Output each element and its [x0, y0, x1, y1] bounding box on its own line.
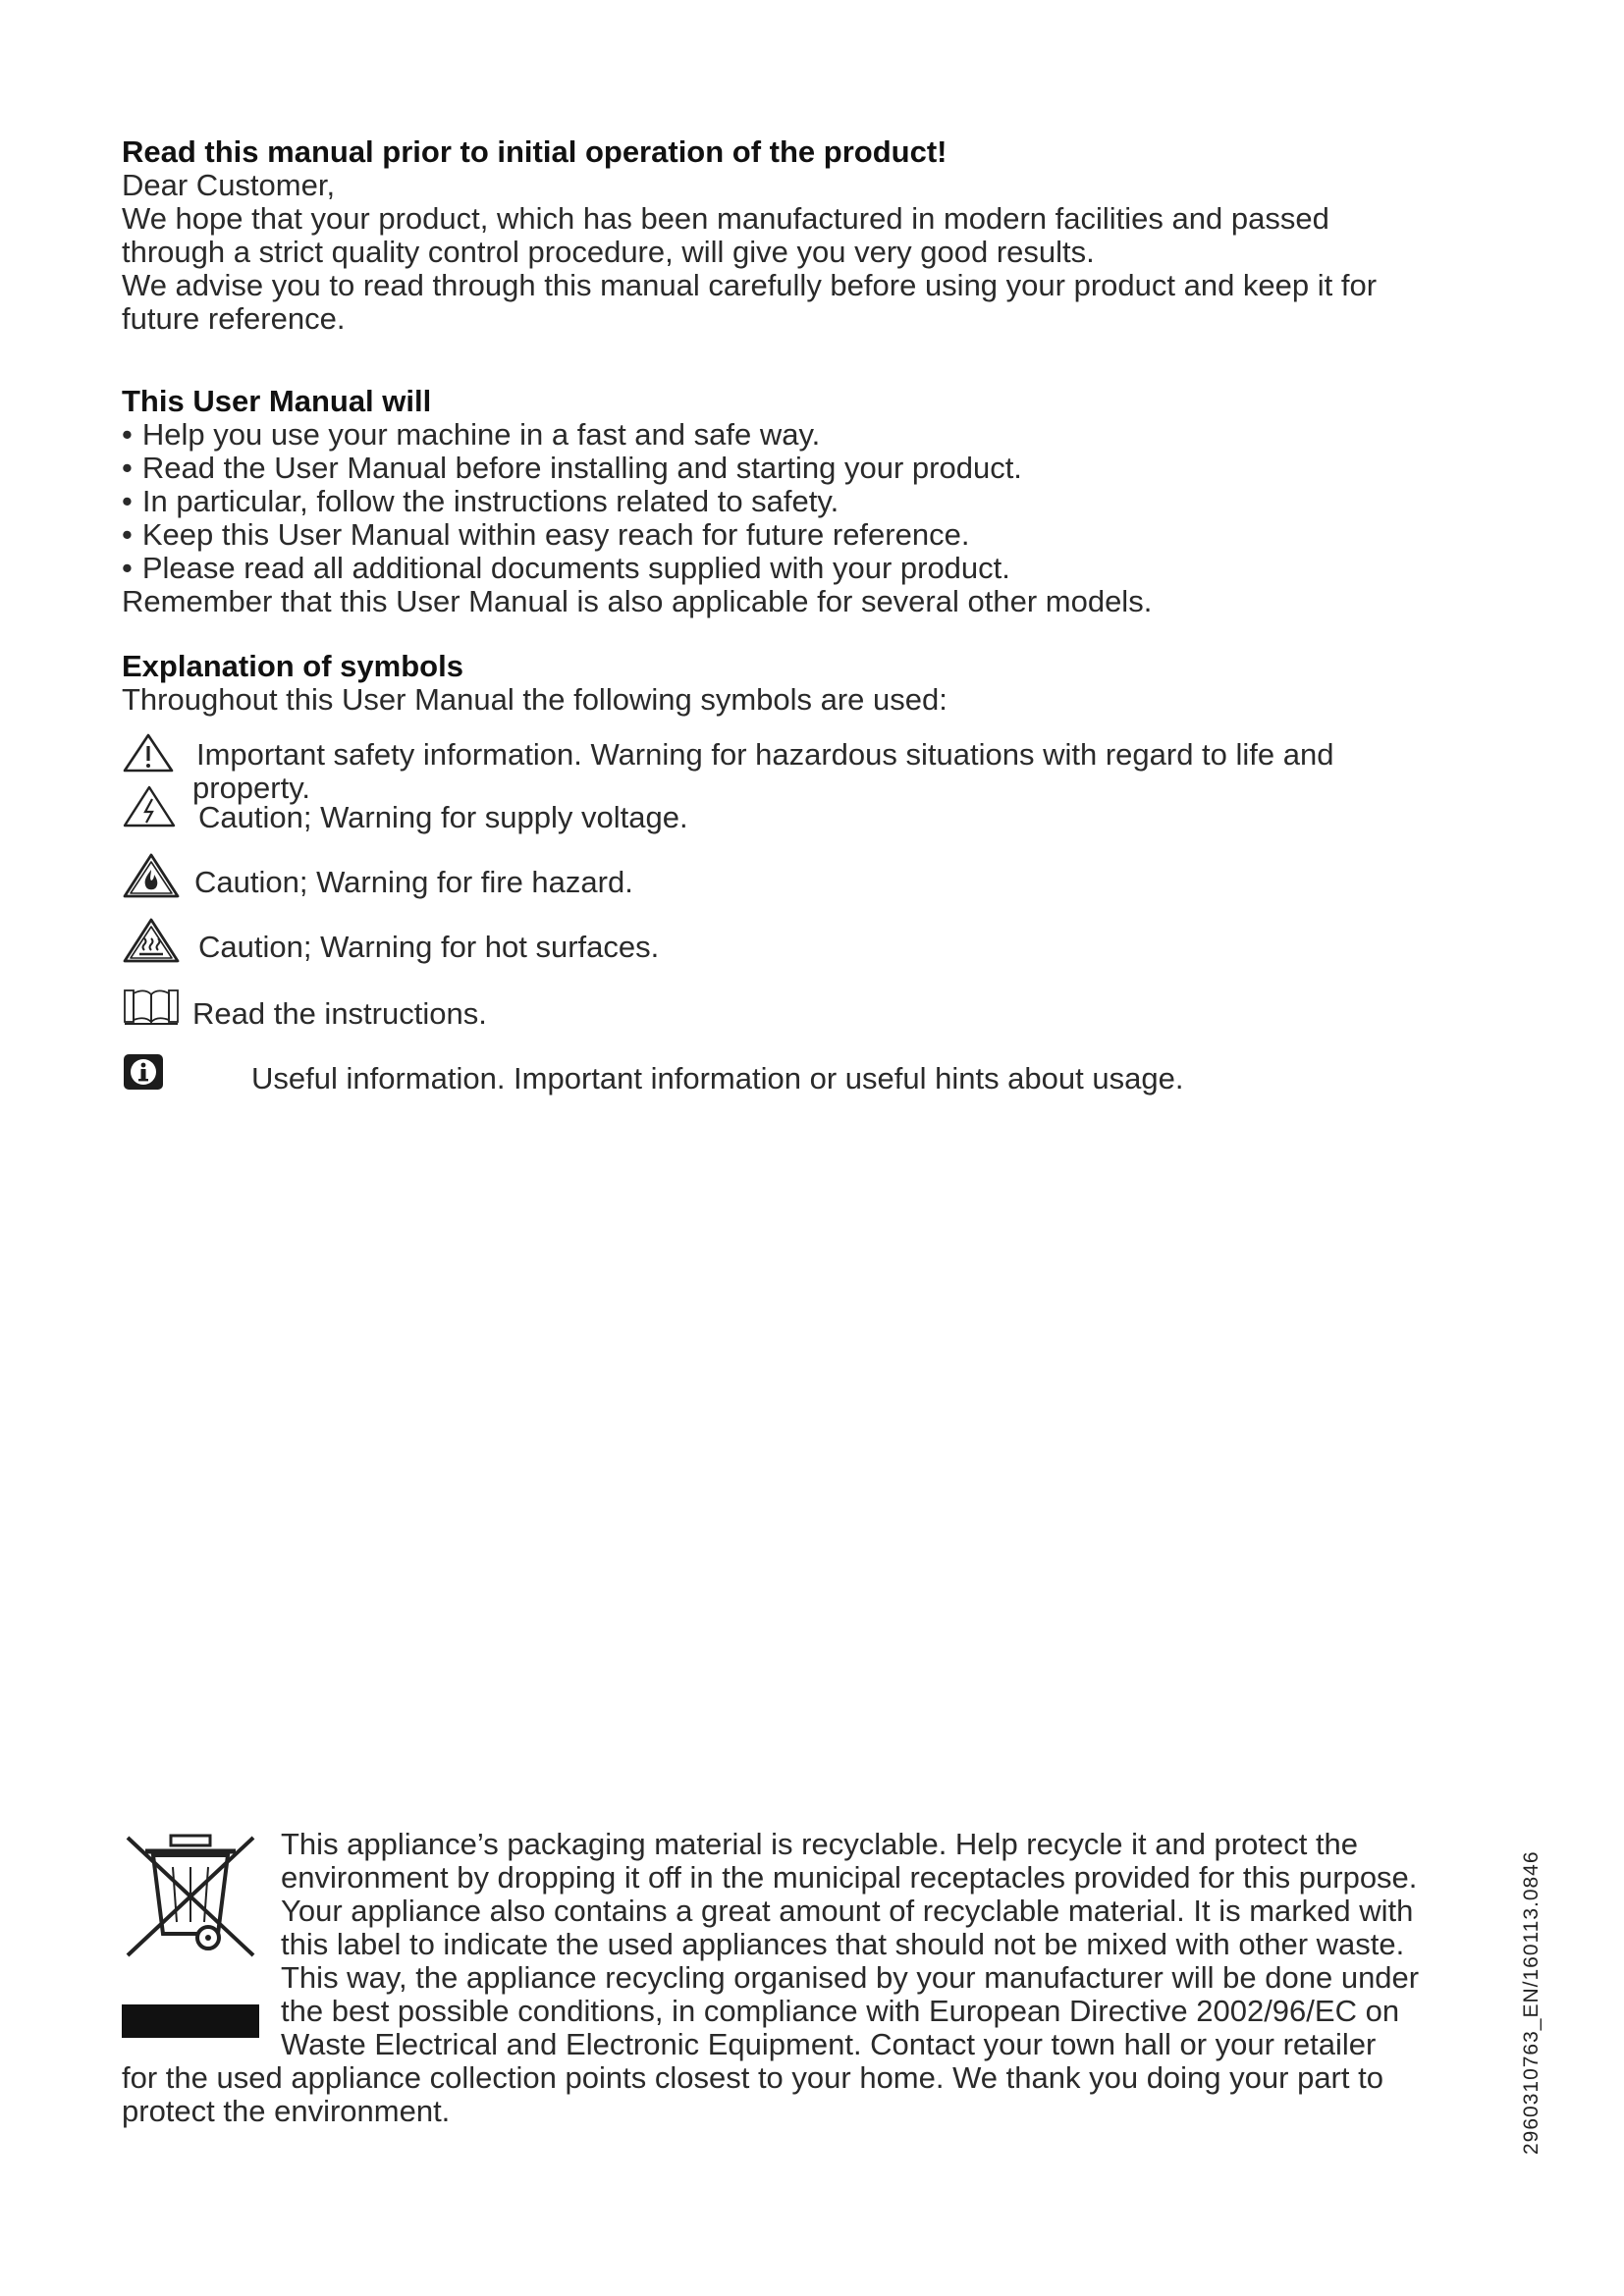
intro-paragraph-1-line-1: We hope that your product, which has been manufactured in modern facilities and passed: [122, 201, 1329, 236]
manual-bullet: • In particular, follow the instructions related to safety.: [122, 485, 1477, 518]
symbol-text-fire: Caution; Warning for fire hazard.: [194, 865, 633, 899]
symbol-row-read: [122, 997, 1477, 1031]
symbol-text-voltage: Caution; Warning for supply voltage.: [198, 800, 688, 834]
symbol-row-safety: [122, 738, 1477, 772]
symbol-list: [122, 738, 1477, 1095]
symbols-heading: Explanation of symbols: [122, 649, 463, 683]
symbols-intro: Throughout this User Manual the following symbols are used:: [122, 682, 947, 717]
recycling-tail-line: protect the environment.: [122, 2094, 451, 2128]
symbol-row-info: [122, 1062, 1477, 1095]
intro-paragraph-2-line-2: future reference.: [122, 301, 346, 336]
recycling-line: Your appliance also contains a great amount of recyclable material. It is marked with: [281, 1894, 1414, 1928]
manual-note: Remember that this User Manual is also applicable for several other models.: [122, 584, 1153, 618]
symbol-row-hot: [122, 931, 1477, 966]
recycling-section: [122, 1828, 1487, 2128]
symbol-text-hot: Caution; Warning for hot surfaces.: [198, 930, 660, 964]
recycling-line: this label to indicate the used appliances that should not be mixed with other waste.: [281, 1927, 1405, 1961]
recycling-tail-line: for the used appliance collection points closest to your home. We thank you doing your part to: [122, 2060, 1383, 2095]
intro-paragraph-1-line-2: through a strict quality control procedure, will give you very good results.: [122, 235, 1095, 269]
info-icon: [122, 1052, 249, 1092]
recycling-line: environment by dropping it off in the municipal receptacles provided for this purpose.: [281, 1860, 1418, 1895]
manual-bullet: • Help you use your machine in a fast and safe way.: [122, 418, 1477, 452]
manual-bullet: • Keep this User Manual within easy reach for future reference.: [122, 518, 1477, 552]
main-content: [122, 135, 1477, 1095]
salutation: Dear Customer,: [122, 168, 336, 202]
voltage-warning-icon: [122, 783, 187, 827]
crossed-out-wheelie-bin-icon: [122, 1828, 259, 2040]
symbol-text-info: Useful information. Important information or useful hints about usage.: [251, 1061, 1184, 1095]
symbol-row-voltage: [122, 801, 1477, 834]
fire-hazard-icon: [122, 852, 190, 899]
document-reference-code: 2960310763_EN/160113.0846: [1520, 1850, 1543, 2155]
recycling-line: Waste Electrical and Electronic Equipment. Contact your town hall or your retailer: [281, 2027, 1377, 2061]
symbol-text-read: Read the instructions.: [192, 996, 487, 1031]
manual-bullet: • Read the User Manual before installing and starting your product.: [122, 452, 1477, 485]
warning-triangle-icon: [122, 732, 183, 774]
recycling-line: This way, the appliance recycling organised by your manufacturer will be done under: [281, 1960, 1420, 1995]
symbol-text-safety-line-2: property.: [192, 771, 311, 805]
symbol-text-safety-line-1: Important safety information. Warning for hazardous situations with regard to life and: [196, 737, 1334, 772]
manual-bullet: • Please read all additional documents supplied with your product.: [122, 552, 1477, 585]
intro-heading: Read this manual prior to initial operation of the product!: [122, 134, 947, 169]
read-instructions-book-icon: [122, 986, 190, 1029]
recycling-line: the best possible conditions, in compliance with European Directive 2002/96/EC on: [281, 1994, 1400, 2028]
hot-surface-icon: [122, 917, 194, 966]
recycling-line: This appliance’s packaging material is recyclable. Help recycle it and protect the: [281, 1827, 1359, 1861]
symbol-row-fire: [122, 866, 1477, 899]
intro-paragraph-2-line-1: We advise you to read through this manual carefully before using your product and keep it for: [122, 268, 1378, 302]
manual-heading: This User Manual will: [122, 384, 432, 418]
